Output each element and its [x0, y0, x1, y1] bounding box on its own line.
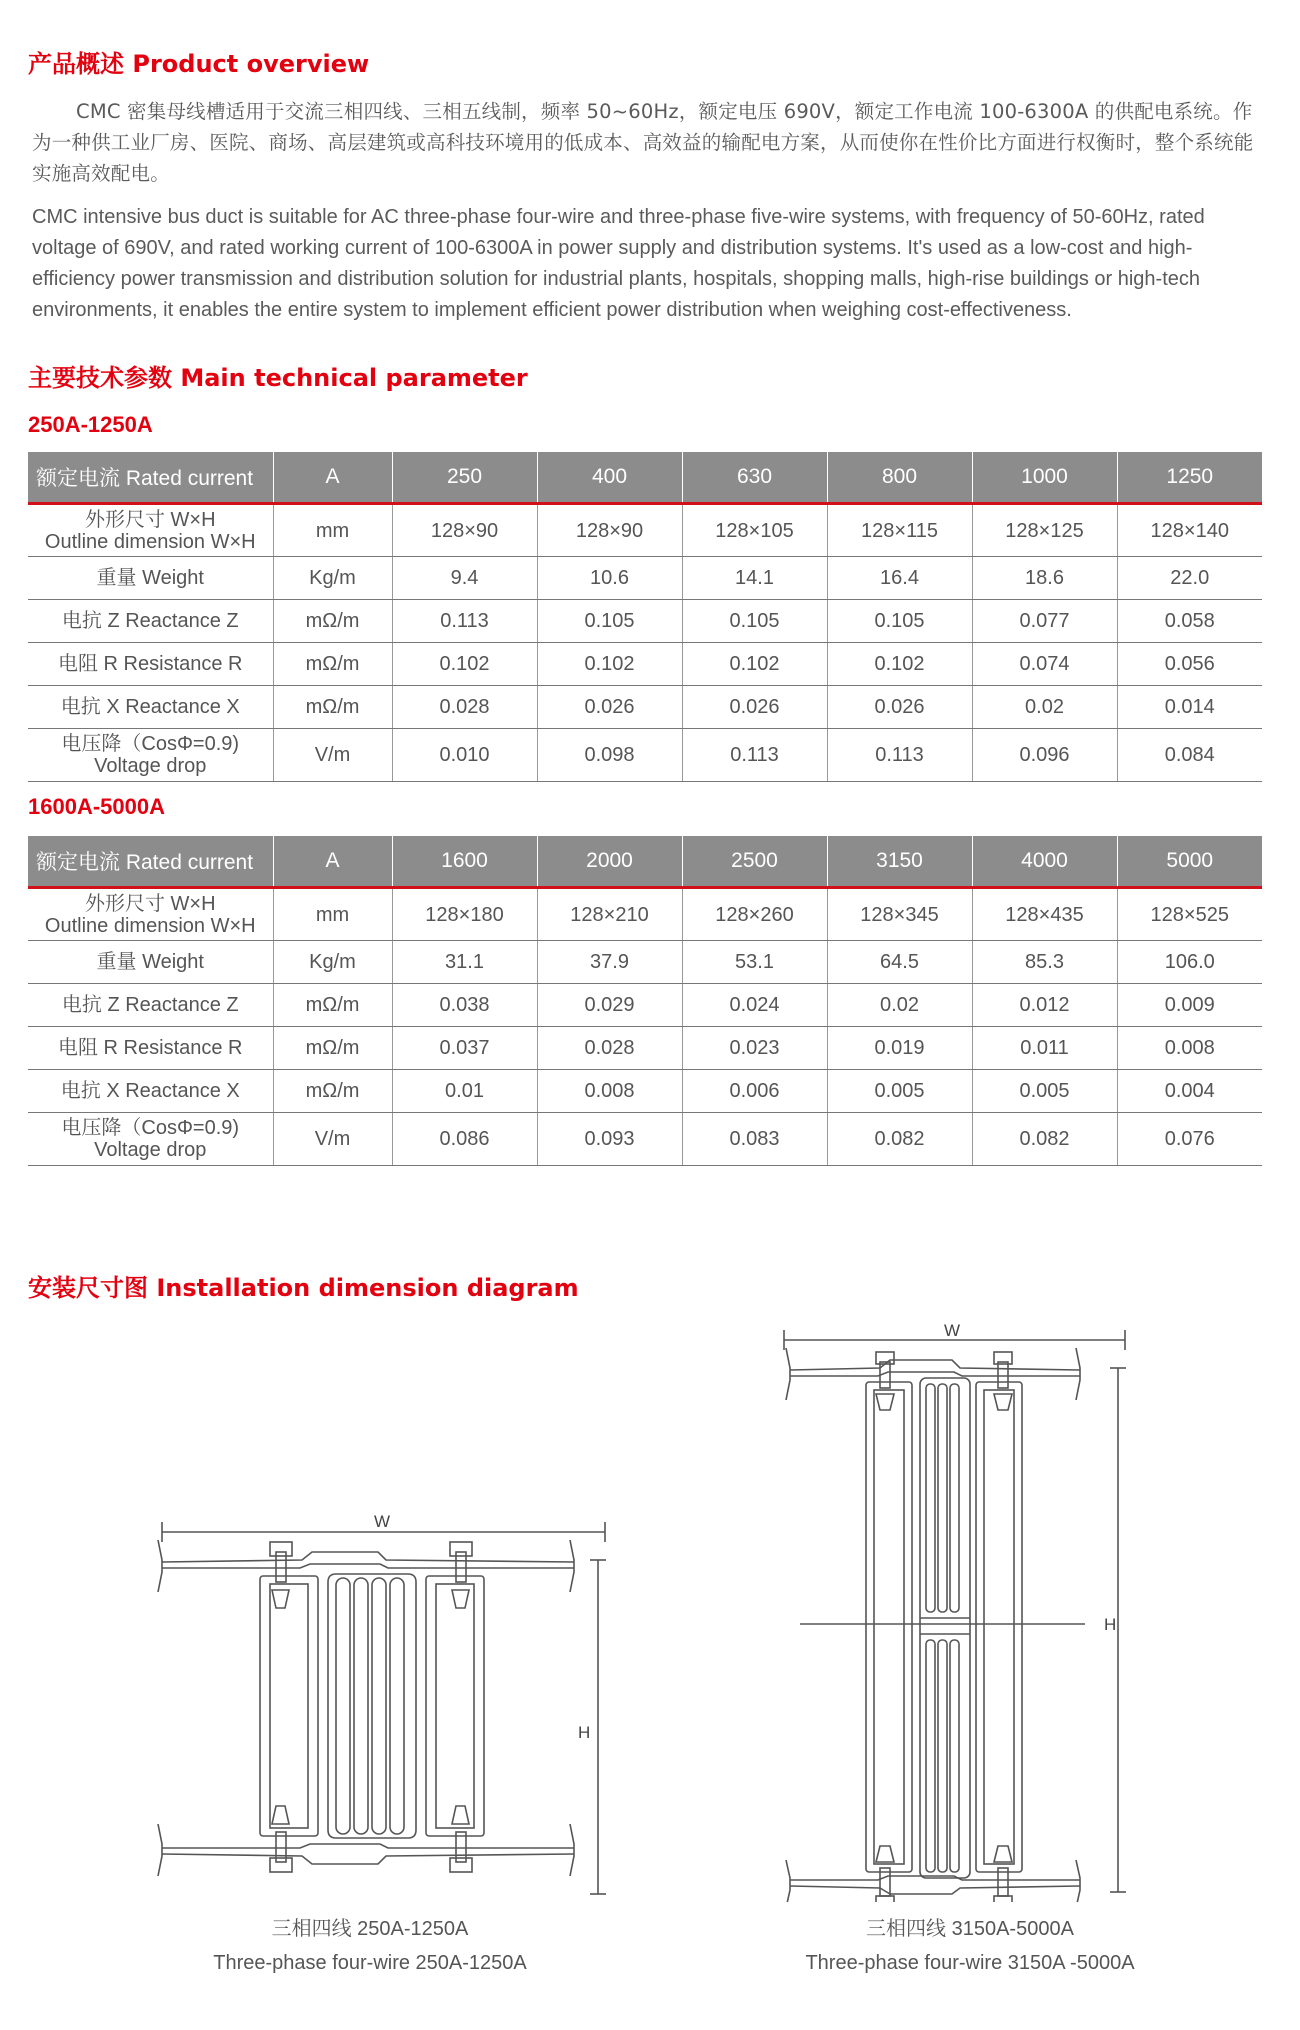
row-unit: mm: [273, 504, 392, 557]
table-cell: 0.005: [827, 1070, 972, 1113]
table-cell: 0.056: [1117, 643, 1262, 686]
table-cell: 0.011: [972, 1027, 1117, 1070]
table-row: [28, 729, 1262, 782]
table-cell: 0.009: [1117, 984, 1262, 1027]
row-label: 电压降（CosΦ=0.9) Voltage drop: [28, 729, 273, 782]
table-cell: 0.024: [682, 984, 827, 1027]
table-cell: 10.6: [537, 557, 682, 600]
table-row: [28, 1070, 1262, 1113]
table-row: [28, 643, 1262, 686]
overview-title: 产品概述 Product overview: [28, 50, 370, 78]
table-cell: 0.029: [537, 984, 682, 1027]
table-cell: 0.028: [392, 686, 537, 729]
table-cell: 128×125: [972, 504, 1117, 557]
header-col: 5000: [1117, 836, 1262, 888]
table-cell: 0.023: [682, 1027, 827, 1070]
table-cell: 0.093: [537, 1113, 682, 1166]
table-cell: 0.01: [392, 1070, 537, 1113]
table-cell: 53.1: [682, 941, 827, 984]
table-cell: 0.014: [1117, 686, 1262, 729]
table-cell: 128×525: [1117, 888, 1262, 941]
table-row: [28, 941, 1262, 984]
table-cell: 0.026: [537, 686, 682, 729]
table-cell: 85.3: [972, 941, 1117, 984]
table-cell: 0.058: [1117, 600, 1262, 643]
row-unit: Kg/m: [273, 941, 392, 984]
table-row: [28, 504, 1262, 557]
diagram1-caption: [150, 1912, 590, 1980]
header-col: 2500: [682, 836, 827, 888]
row-label: 重量 Weight: [28, 941, 273, 984]
row-unit: mΩ/m: [273, 1027, 392, 1070]
table-cell: 0.102: [827, 643, 972, 686]
header-col: 250: [392, 452, 537, 504]
table-cell: 128×210: [537, 888, 682, 941]
table-cell: 18.6: [972, 557, 1117, 600]
table-row: [28, 1027, 1262, 1070]
table-cell: 128×90: [392, 504, 537, 557]
row-unit: mm: [273, 888, 392, 941]
row-unit: Kg/m: [273, 557, 392, 600]
header-col: 800: [827, 452, 972, 504]
table-cell: 0.019: [827, 1027, 972, 1070]
diagram2-caption: [750, 1912, 1190, 1980]
table-row: [28, 888, 1262, 941]
row-label: 电压降（CosΦ=0.9) Voltage drop: [28, 1113, 273, 1166]
table-cell: 0.02: [972, 686, 1117, 729]
table-cell: 0.02: [827, 984, 972, 1027]
header-col: 1250: [1117, 452, 1262, 504]
table-cell: 0.084: [1117, 729, 1262, 782]
table-cell: 128×115: [827, 504, 972, 557]
table-header-row: [28, 452, 1262, 504]
row-unit: mΩ/m: [273, 643, 392, 686]
table-cell: 106.0: [1117, 941, 1262, 984]
row-label: 外形尺寸 W×H Outline dimension W×H: [28, 888, 273, 941]
table-cell: 0.105: [827, 600, 972, 643]
row-unit: V/m: [273, 1113, 392, 1166]
header-rated-current: 额定电流 Rated current: [28, 836, 273, 888]
overview-text-cn: CMC 密集母线槽适用于交流三相四线、三相五线制，频率 50~60Hz，额定电压 690V，额定工作电流 100-6300A 的供配电系统。作为一种供工业厂房、医院、商场、高层建筑或高科技环境用的低成本、高效益的输配电方案，从而使你在性价比方面进行权衡时，整个系统能实施高效配电。: [32, 100, 1254, 185]
params-title: 主要技术参数 Main technical parameter: [28, 364, 528, 392]
row-label: 外形尺寸 W×H Outline dimension W×H: [28, 504, 273, 557]
table-cell: 0.005: [972, 1070, 1117, 1113]
table-cell: 0.028: [537, 1027, 682, 1070]
row-label: 电抗 X Reactance X: [28, 686, 273, 729]
table-row: [28, 686, 1262, 729]
row-unit: mΩ/m: [273, 1070, 392, 1113]
caption-cn: 三相四线 250A-1250A: [271, 1918, 469, 1940]
table-cell: 0.037: [392, 1027, 537, 1070]
spec-table-250-1250: [28, 452, 1262, 782]
row-label: 电抗 Z Reactance Z: [28, 600, 273, 643]
width-label: W: [374, 1512, 391, 1531]
width-label: W: [944, 1322, 961, 1340]
row-unit: mΩ/m: [273, 600, 392, 643]
table-cell: 64.5: [827, 941, 972, 984]
header-col: 4000: [972, 836, 1117, 888]
header-col: 2000: [537, 836, 682, 888]
row-label: 电阻 R Resistance R: [28, 1027, 273, 1070]
table-cell: 0.113: [392, 600, 537, 643]
table-cell: 0.096: [972, 729, 1117, 782]
height-label: H: [1104, 1615, 1117, 1634]
table-cell: 0.012: [972, 984, 1117, 1027]
table-cell: 128×140: [1117, 504, 1262, 557]
header-unit: A: [273, 452, 392, 504]
row-label: 重量 Weight: [28, 557, 273, 600]
busduct-diagram-small: [150, 1512, 620, 1902]
header-col: 1000: [972, 452, 1117, 504]
table-cell: 0.083: [682, 1113, 827, 1166]
caption-en: Three-phase four-wire 250A-1250A: [213, 1952, 527, 1974]
table2-range: 1600A-5000A: [28, 794, 165, 819]
table-cell: 128×105: [682, 504, 827, 557]
table-cell: 128×345: [827, 888, 972, 941]
table-cell: 0.102: [392, 643, 537, 686]
busduct-diagram-large: [780, 1322, 1140, 1902]
table-cell: 0.113: [682, 729, 827, 782]
table-cell: 0.074: [972, 643, 1117, 686]
table-cell: 0.102: [537, 643, 682, 686]
table-cell: 31.1: [392, 941, 537, 984]
table-cell: 128×260: [682, 888, 827, 941]
table-cell: 0.008: [537, 1070, 682, 1113]
row-label: 电抗 Z Reactance Z: [28, 984, 273, 1027]
table-cell: 0.026: [827, 686, 972, 729]
table-cell: 14.1: [682, 557, 827, 600]
caption-en: Three-phase four-wire 3150A -5000A: [805, 1952, 1135, 1974]
header-col: 3150: [827, 836, 972, 888]
row-unit: V/m: [273, 729, 392, 782]
table-cell: 0.098: [537, 729, 682, 782]
table-cell: 9.4: [392, 557, 537, 600]
table-cell: 0.006: [682, 1070, 827, 1113]
table-cell: 0.076: [1117, 1113, 1262, 1166]
table-cell: 128×90: [537, 504, 682, 557]
table-row: [28, 984, 1262, 1027]
table-cell: 128×180: [392, 888, 537, 941]
table-cell: 0.026: [682, 686, 827, 729]
table1-range: 250A-1250A: [28, 412, 153, 437]
table-cell: 0.086: [392, 1113, 537, 1166]
table-cell: 37.9: [537, 941, 682, 984]
table-cell: 0.105: [537, 600, 682, 643]
table-cell: 0.082: [827, 1113, 972, 1166]
header-col: 400: [537, 452, 682, 504]
table-cell: 0.038: [392, 984, 537, 1027]
table-cell: 128×435: [972, 888, 1117, 941]
table-row: [28, 557, 1262, 600]
table-cell: 0.102: [682, 643, 827, 686]
header-col: 1600: [392, 836, 537, 888]
table-row: [28, 1113, 1262, 1166]
table-cell: 0.008: [1117, 1027, 1262, 1070]
table-cell: 0.077: [972, 600, 1117, 643]
table-header-row: [28, 836, 1262, 888]
table-cell: 0.105: [682, 600, 827, 643]
table-cell: 0.082: [972, 1113, 1117, 1166]
table-cell: 0.113: [827, 729, 972, 782]
header-col: 630: [682, 452, 827, 504]
row-unit: mΩ/m: [273, 984, 392, 1027]
installation-title: 安装尺寸图 Installation dimension diagram: [28, 1274, 579, 1302]
row-label: 电抗 X Reactance X: [28, 1070, 273, 1113]
header-rated-current: 额定电流 Rated current: [28, 452, 273, 504]
spec-table-1600-5000: [28, 836, 1262, 1166]
table-cell: 22.0: [1117, 557, 1262, 600]
height-label: H: [578, 1723, 591, 1742]
header-unit: A: [273, 836, 392, 888]
overview-text-en: CMC intensive bus duct is suitable for AC three-phase four-wire and three-phase five-wire systems, with frequency of 50-60Hz, rated voltage of 690V, and rated working current of 100-6300A in power supply and distribution systems. It's used as a low-cost and high-efficiency power transmission and distribution solution for industrial plants, hospitals, shopping malls, high-rise buildings or high-tech environments, it enables the entire system to implement efficient power distribution when weighing cost-effectiveness.: [32, 206, 1205, 321]
table-cell: 0.004: [1117, 1070, 1262, 1113]
table-row: [28, 600, 1262, 643]
caption-cn: 三相四线 3150A-5000A: [866, 1918, 1074, 1940]
table-cell: 0.010: [392, 729, 537, 782]
table-cell: 16.4: [827, 557, 972, 600]
row-unit: mΩ/m: [273, 686, 392, 729]
row-label: 电阻 R Resistance R: [28, 643, 273, 686]
